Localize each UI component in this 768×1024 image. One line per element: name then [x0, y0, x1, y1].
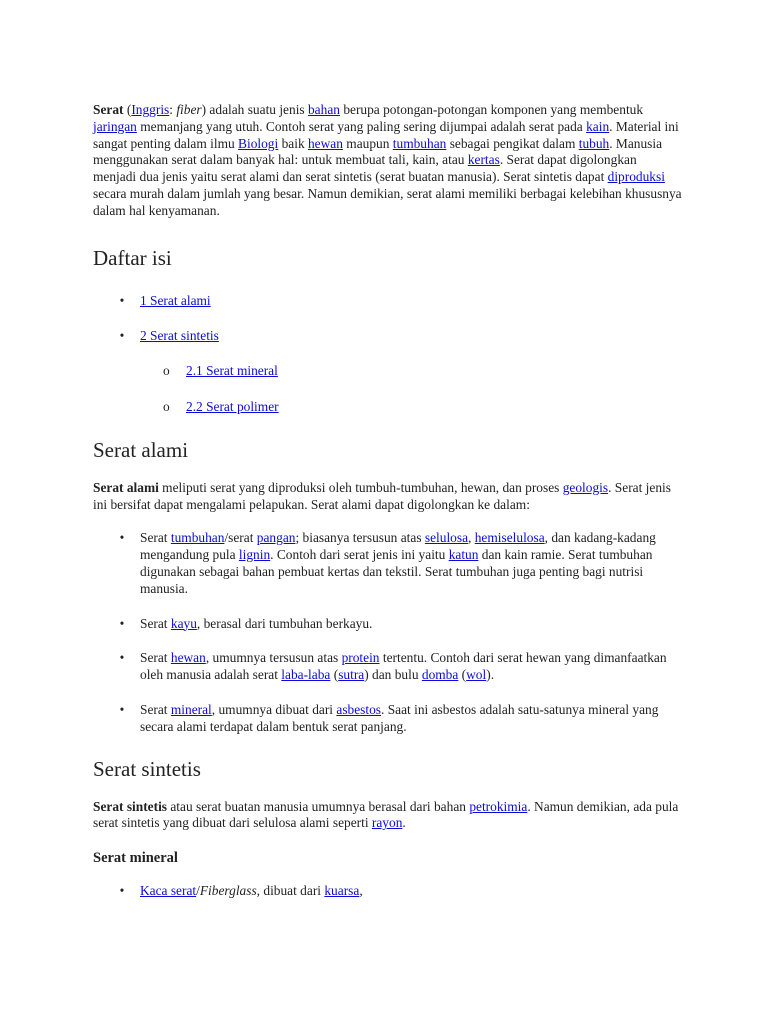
list-item: • Serat kayu, berasal dari tumbuhan berkayu. [93, 616, 683, 633]
toc-item [93, 293, 683, 310]
subsection-heading-serat-mineral: Serat mineral [93, 850, 178, 867]
link-selulosa[interactable]: selulosa [424, 530, 469, 546]
circle-bullet-icon: o [163, 363, 170, 379]
link-hewan-2[interactable]: hewan [170, 650, 206, 666]
toc-link-serat-mineral[interactable]: 2.1 Serat mineral [186, 363, 278, 379]
toc-subitem [140, 363, 683, 380]
link-inggris[interactable]: Inggris [131, 102, 170, 117]
bullet-icon: • [119, 615, 125, 631]
list-item: • Kaca serat/Fiberglass, dibuat dari kuarsa, [93, 883, 683, 900]
link-tumbuhan-2[interactable]: tumbuhan [170, 530, 225, 546]
toc-link-serat-sintetis[interactable]: 2 Serat sintetis [140, 328, 219, 344]
bullet-icon: • [119, 328, 125, 344]
link-kuarsa[interactable]: kuarsa [324, 883, 360, 899]
link-hewan[interactable]: hewan [307, 135, 343, 151]
bullet-icon: • [119, 701, 125, 717]
link-tumbuhan[interactable]: tumbuhan [392, 135, 447, 151]
link-pangan[interactable]: pangan [256, 530, 296, 546]
list-item: • Serat tumbuhan/serat pangan; biasanya tersusun atas selulosa, hemiselulosa, dan kadang-kadang mengandung pula lignin. Contoh dari serat jenis ini yaitu katun dan kain ramie. Serat tumbuhan digunakan sebagai bahan pembuat kertas dan tekstil. Serat tumbuhan juga penting bagi nutrisi manusia. [93, 530, 683, 597]
link-laba-laba[interactable]: laba-laba [281, 667, 331, 683]
link-geologis[interactable]: geologis [562, 479, 609, 495]
alami-list [93, 530, 683, 735]
link-kayu[interactable]: kayu [170, 615, 197, 631]
mineral-list [93, 883, 683, 900]
toc-item [93, 328, 683, 415]
bullet-icon: • [119, 292, 125, 308]
intro-paragraph: Serat (Inggris: fiber) adalah suatu jenis bahan berupa potongan-potongan komponen yang membentuk jaringan memanjang yang utuh. Contoh serat yang paling sering dijumpai adalah serat pada kain. Material ini sangat penting dalam ilmu Biologi baik hewan maupun tumbuhan sebagai pengikat dalam tubuh. Manusia menggunakan serat dalam banyak hal: untuk membuat tali, kain, atau kertas. Serat dapat digolongkan menjadi dua jenis yaitu serat alami dan serat sintetis (serat buatan manusia). Serat sintetis dapat diproduksi secara murah dalam jumlah yang besar. Namun demikian, serat alami memiliki berbagai kelebihan khususnya dalam hal kenyamanan. [93, 102, 682, 218]
link-katun[interactable]: katun [448, 547, 479, 563]
link-kertas[interactable]: kertas [467, 152, 500, 168]
link-tubuh[interactable]: tubuh [578, 135, 610, 151]
link-hemiselulosa[interactable]: hemiselulosa [474, 530, 545, 546]
link-kain[interactable]: kain [586, 118, 610, 134]
toc-sublist [140, 363, 683, 416]
sintetis-paragraph: Serat sintetis atau serat buatan manusia umumnya berasal dari bahan petrokimia. Namun demikian, ada pula serat sintetis yang dibuat dari selulosa alami seperti rayon. [93, 798, 679, 831]
term-fiber: fiber [176, 102, 202, 117]
link-diproduksi[interactable]: diproduksi [607, 169, 665, 185]
link-bahan[interactable]: bahan [307, 102, 340, 117]
list-item: • Serat hewan, umumnya tersusun atas protein tertentu. Contoh dari serat hewan yang dimanfaatkan oleh manusia adalah serat laba-laba (sutra) dan bulu domba (wol). [93, 650, 683, 684]
article [93, 102, 683, 918]
link-rayon[interactable]: rayon [371, 815, 403, 831]
bullet-icon: • [119, 530, 125, 546]
toc-list [93, 293, 683, 416]
link-wol[interactable]: wol [466, 667, 487, 683]
alami-paragraph: Serat alami meliputi serat yang diproduksi oleh tumbuh-tumbuhan, hewan, dan proses geologis. Serat jenis ini bersifat dapat mengalami pelapukan. Serat alami dapat digolongkan ke dalam: [93, 479, 671, 512]
link-mineral[interactable]: mineral [170, 701, 212, 717]
link-lignin[interactable]: lignin [238, 547, 271, 563]
toc-subitem [140, 399, 683, 416]
list-item: • Serat mineral, umumnya dibuat dari asbestos. Saat ini asbestos adalah satu-satunya mineral yang secara alami terdapat dalam bentuk serat panjang. [93, 702, 683, 736]
link-jaringan[interactable]: jaringan [93, 118, 137, 134]
toc-heading: Daftar isi [93, 245, 172, 270]
term-serat: Serat [93, 102, 124, 117]
section-heading-serat-alami: Serat alami [93, 437, 189, 462]
link-sutra[interactable]: sutra [338, 667, 365, 683]
bullet-icon: • [119, 883, 125, 899]
section-heading-serat-sintetis: Serat sintetis [93, 756, 201, 781]
link-protein[interactable]: protein [341, 650, 380, 666]
link-biologi[interactable]: Biologi [238, 135, 279, 151]
link-asbestos[interactable]: asbestos [336, 701, 382, 717]
link-domba[interactable]: domba [421, 667, 459, 683]
toc-link-serat-polimer[interactable]: 2.2 Serat polimer [186, 398, 279, 414]
toc-link-serat-alami[interactable]: 1 Serat alami [140, 292, 211, 308]
link-petrokimia[interactable]: petrokimia [469, 798, 528, 814]
circle-bullet-icon: o [163, 398, 170, 414]
bullet-icon: • [119, 650, 125, 666]
link-kaca-serat[interactable]: Kaca serat [140, 883, 197, 899]
